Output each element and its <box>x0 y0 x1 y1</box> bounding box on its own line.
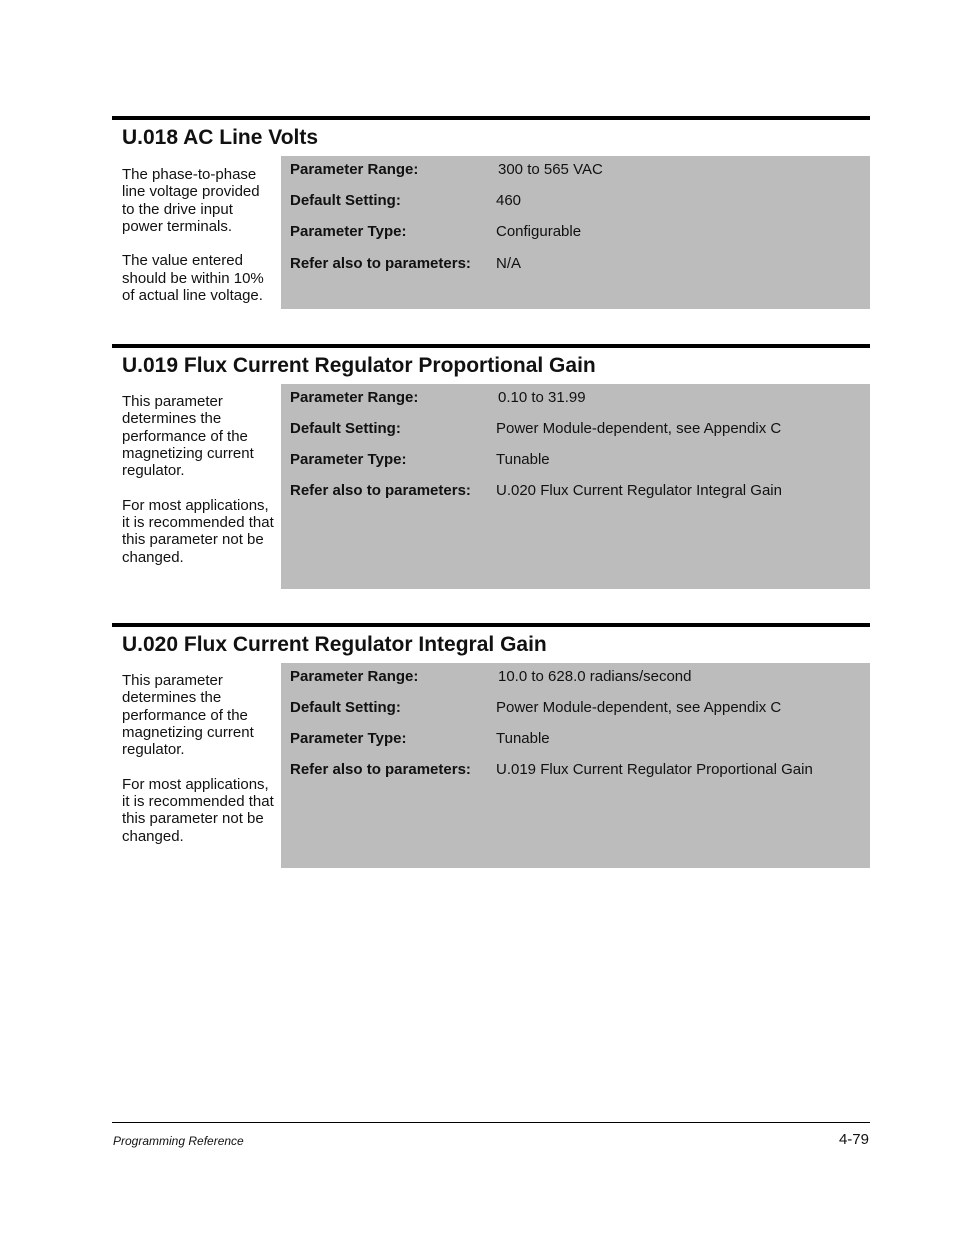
description-paragraph: This parameter determines the performance of the magnetizing current regulator. <box>122 672 254 759</box>
description-paragraph: For most applications, it is recommended that this parameter not be changed. <box>122 496 274 566</box>
param-value: 10.0 to 628.0 radians/second <box>498 668 692 685</box>
param-row-range <box>290 160 862 180</box>
footer-section-name: Programming Reference <box>113 1134 244 1148</box>
param-value: Tunable <box>496 730 550 747</box>
param-row-refer <box>290 481 862 501</box>
section-u019 <box>112 344 870 589</box>
param-value: Power Module-dependent, see Appendix C <box>496 420 782 437</box>
section-title: U.018 AC Line Volts <box>122 126 319 149</box>
param-value: Configurable <box>496 223 582 240</box>
section-body <box>112 384 870 589</box>
description-paragraph: This parameter determines the performance of the magnetizing current regulator. <box>122 393 254 480</box>
param-value: U.019 Flux Current Regulator Proportional Gain <box>496 761 813 778</box>
param-label: Parameter Type: <box>290 223 407 240</box>
parameter-box <box>281 384 870 589</box>
description-paragraph: The phase-to-phase line voltage provided to the drive input power terminals. <box>122 166 260 235</box>
param-row-default <box>290 698 862 718</box>
parameter-box <box>281 663 870 868</box>
param-label: Default Setting: <box>290 420 401 437</box>
param-label: Refer also to parameters: <box>290 761 471 778</box>
param-label: Default Setting: <box>290 699 401 716</box>
section-title: U.020 Flux Current Regulator Integral Gain <box>122 633 547 656</box>
section-u020 <box>112 623 870 868</box>
footer-rule <box>112 1122 870 1123</box>
param-row-refer <box>290 760 862 780</box>
param-label: Parameter Range: <box>290 389 419 406</box>
section-description <box>122 672 274 862</box>
param-value: Power Module-dependent, see Appendix C <box>496 699 782 716</box>
param-row-type <box>290 729 862 749</box>
param-label: Parameter Range: <box>290 668 419 685</box>
param-row-range <box>290 388 862 408</box>
section-body <box>112 663 870 868</box>
page-number: 4-79 <box>838 1131 869 1148</box>
section-body <box>112 156 870 309</box>
param-value: N/A <box>496 255 522 272</box>
description-paragraph: For most applications, it is recommended that this parameter not be changed. <box>122 775 274 845</box>
param-value: 300 to 565 VAC <box>498 161 603 178</box>
param-label: Parameter Type: <box>290 730 407 747</box>
section-title: U.019 Flux Current Regulator Proportional Gain <box>122 354 596 377</box>
param-value: 0.10 to 31.99 <box>498 389 586 406</box>
parameter-box <box>281 156 870 309</box>
param-row-range <box>290 667 862 687</box>
param-row-default <box>290 191 862 211</box>
param-label: Refer also to parameters: <box>290 255 471 272</box>
param-label: Parameter Type: <box>290 451 407 468</box>
param-row-type <box>290 222 862 242</box>
param-value: U.020 Flux Current Regulator Integral Gain <box>496 482 782 499</box>
param-label: Default Setting: <box>290 192 401 209</box>
param-label: Parameter Range: <box>290 161 419 178</box>
section-u018 <box>112 116 870 309</box>
section-description <box>122 393 274 583</box>
param-row-type <box>290 450 862 470</box>
param-row-refer <box>290 254 862 274</box>
section-description <box>122 166 274 322</box>
param-value: Tunable <box>496 451 550 468</box>
param-label: Refer also to parameters: <box>290 482 471 499</box>
param-row-default <box>290 419 862 439</box>
description-paragraph: The value entered should be within 10% of actual line voltage. <box>122 252 264 305</box>
param-value: 460 <box>496 192 522 209</box>
